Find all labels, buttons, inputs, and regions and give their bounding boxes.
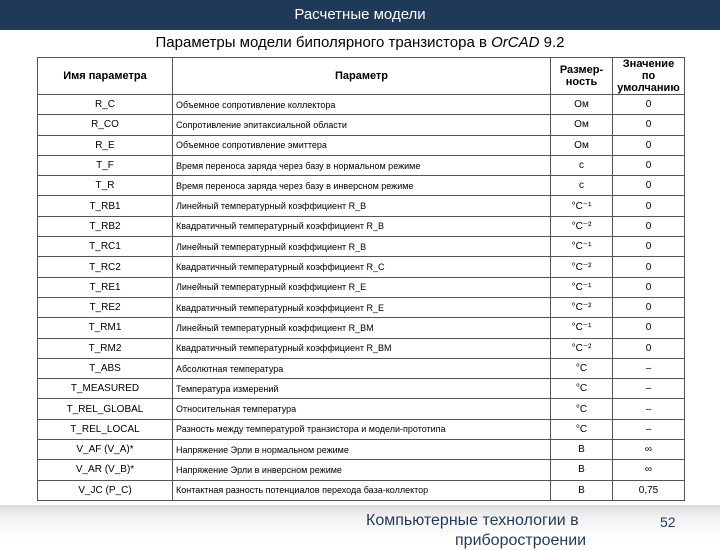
cell-unit: °C⁻² (551, 216, 613, 236)
cell-desc: Разность между температурой транзистора и модели-прототипа (173, 419, 551, 439)
cell-desc: Линейный температурный коэффициент R_BM (173, 318, 551, 338)
caption-suffix: 9.2 (539, 34, 565, 51)
cell-unit: В (551, 460, 613, 480)
caption-product: OrCAD (491, 34, 540, 51)
cell-default: 0 (613, 237, 685, 257)
table-row (38, 440, 685, 460)
slide-title-bar (0, 0, 720, 30)
cell-name: T_RB2 (38, 216, 173, 236)
table-row (38, 277, 685, 297)
cell-default: ∞ (613, 460, 685, 480)
cell-name: T_RB1 (38, 196, 173, 216)
cell-default: 0 (613, 297, 685, 317)
cell-default: – (613, 379, 685, 399)
cell-unit: Ом (551, 95, 613, 115)
table-row (38, 216, 685, 236)
cell-default: 0 (613, 318, 685, 338)
cell-default: 0 (613, 155, 685, 175)
cell-default: 0,75 (613, 480, 685, 500)
cell-desc: Квадратичный температурный коэффициент R_E (173, 297, 551, 317)
cell-name: T_RM1 (38, 318, 173, 338)
cell-default: 0 (613, 135, 685, 155)
cell-name: R_E (38, 135, 173, 155)
cell-default: 0 (613, 257, 685, 277)
cell-name: T_REL_GLOBAL (38, 399, 173, 419)
slide-title: Расчетные модели (294, 6, 426, 23)
cell-name: T_RE1 (38, 277, 173, 297)
cell-default: 0 (613, 115, 685, 135)
cell-unit: с (551, 176, 613, 196)
header-default: Значение по умолчанию (613, 58, 685, 95)
header-unit: Размер-ность (551, 58, 613, 95)
cell-desc: Абсолютная температура (173, 358, 551, 378)
cell-name: T_RC1 (38, 237, 173, 257)
table-row (38, 155, 685, 175)
cell-default: ∞ (613, 440, 685, 460)
cell-desc: Относительная температура (173, 399, 551, 419)
table-row (38, 115, 685, 135)
table-caption (0, 34, 720, 51)
cell-name: R_C (38, 95, 173, 115)
cell-unit: °C (551, 379, 613, 399)
table-row (38, 460, 685, 480)
cell-unit: °C⁻¹ (551, 277, 613, 297)
cell-name: T_RE2 (38, 297, 173, 317)
cell-default: – (613, 358, 685, 378)
header-name: Имя параметра (38, 58, 173, 95)
cell-unit: В (551, 440, 613, 460)
cell-name: T_F (38, 155, 173, 175)
cell-default: 0 (613, 196, 685, 216)
cell-name: V_AR (V_B)* (38, 460, 173, 480)
cell-unit: с (551, 155, 613, 175)
cell-default: 0 (613, 176, 685, 196)
cell-desc: Температура измерений (173, 379, 551, 399)
cell-unit: Ом (551, 135, 613, 155)
cell-default: 0 (613, 277, 685, 297)
cell-desc: Сопротивление эпитаксиальной области (173, 115, 551, 135)
cell-desc: Объемное сопротивление эмиттера (173, 135, 551, 155)
cell-unit: °C⁻² (551, 338, 613, 358)
cell-desc: Контактная разность потенциалов перехода база-коллектор (173, 480, 551, 500)
cell-name: V_JC (P_C) (38, 480, 173, 500)
slide-footer (0, 505, 720, 540)
cell-default: 0 (613, 95, 685, 115)
cell-desc: Объемное сопротивление коллектора (173, 95, 551, 115)
cell-name: T_REL_LOCAL (38, 419, 173, 439)
cell-name: T_RM2 (38, 338, 173, 358)
table-row (38, 95, 685, 115)
footer-text-line1: Компьютерные технологии в (366, 512, 579, 529)
table-row (38, 379, 685, 399)
cell-unit: °C⁻¹ (551, 196, 613, 216)
table-row (38, 297, 685, 317)
cell-default: – (613, 419, 685, 439)
cell-name: T_R (38, 176, 173, 196)
header-param: Параметр (173, 58, 551, 95)
cell-desc: Напряжение Эрли в инверсном режиме (173, 460, 551, 480)
cell-unit: °C (551, 358, 613, 378)
table-row (38, 237, 685, 257)
table-row (38, 135, 685, 155)
table-row (38, 480, 685, 500)
cell-default: – (613, 399, 685, 419)
table-row (38, 176, 685, 196)
table-row (38, 419, 685, 439)
cell-desc: Время переноса заряда через базу в инверсном режиме (173, 176, 551, 196)
cell-desc: Время переноса заряда через базу в нормальном режиме (173, 155, 551, 175)
cell-name: V_AF (V_A)* (38, 440, 173, 460)
caption-prefix: Параметры модели биполярного транзистора в (155, 34, 492, 51)
cell-name: T_ABS (38, 358, 173, 378)
page-number: 52 (660, 514, 676, 530)
cell-unit: °C⁻² (551, 257, 613, 277)
cell-name: T_RC2 (38, 257, 173, 277)
table-header-row (38, 58, 685, 95)
table-row (38, 318, 685, 338)
cell-desc: Линейный температурный коэффициент R_B (173, 237, 551, 257)
footer-text-line2: приборостроении (455, 532, 587, 549)
cell-desc: Квадратичный температурный коэффициент R_BM (173, 338, 551, 358)
cell-unit: °C (551, 399, 613, 419)
table-row (38, 257, 685, 277)
table-row (38, 358, 685, 378)
table-row (38, 338, 685, 358)
cell-default: 0 (613, 216, 685, 236)
cell-unit: °C⁻¹ (551, 237, 613, 257)
cell-desc: Напряжение Эрли в нормальном режиме (173, 440, 551, 460)
cell-desc: Линейный температурный коэффициент R_B (173, 196, 551, 216)
cell-desc: Квадратичный температурный коэффициент R_B (173, 216, 551, 236)
cell-unit: °C⁻¹ (551, 318, 613, 338)
parameters-table (37, 57, 685, 501)
cell-name: T_MEASURED (38, 379, 173, 399)
table-row (38, 196, 685, 216)
cell-unit: °C (551, 419, 613, 439)
cell-unit: Ом (551, 115, 613, 135)
cell-desc: Квадратичный температурный коэффициент R_C (173, 257, 551, 277)
cell-name: R_CO (38, 115, 173, 135)
cell-default: 0 (613, 338, 685, 358)
cell-desc: Линейный температурный коэффициент R_E (173, 277, 551, 297)
table-row (38, 399, 685, 419)
cell-unit: °C⁻² (551, 297, 613, 317)
cell-unit: В (551, 480, 613, 500)
